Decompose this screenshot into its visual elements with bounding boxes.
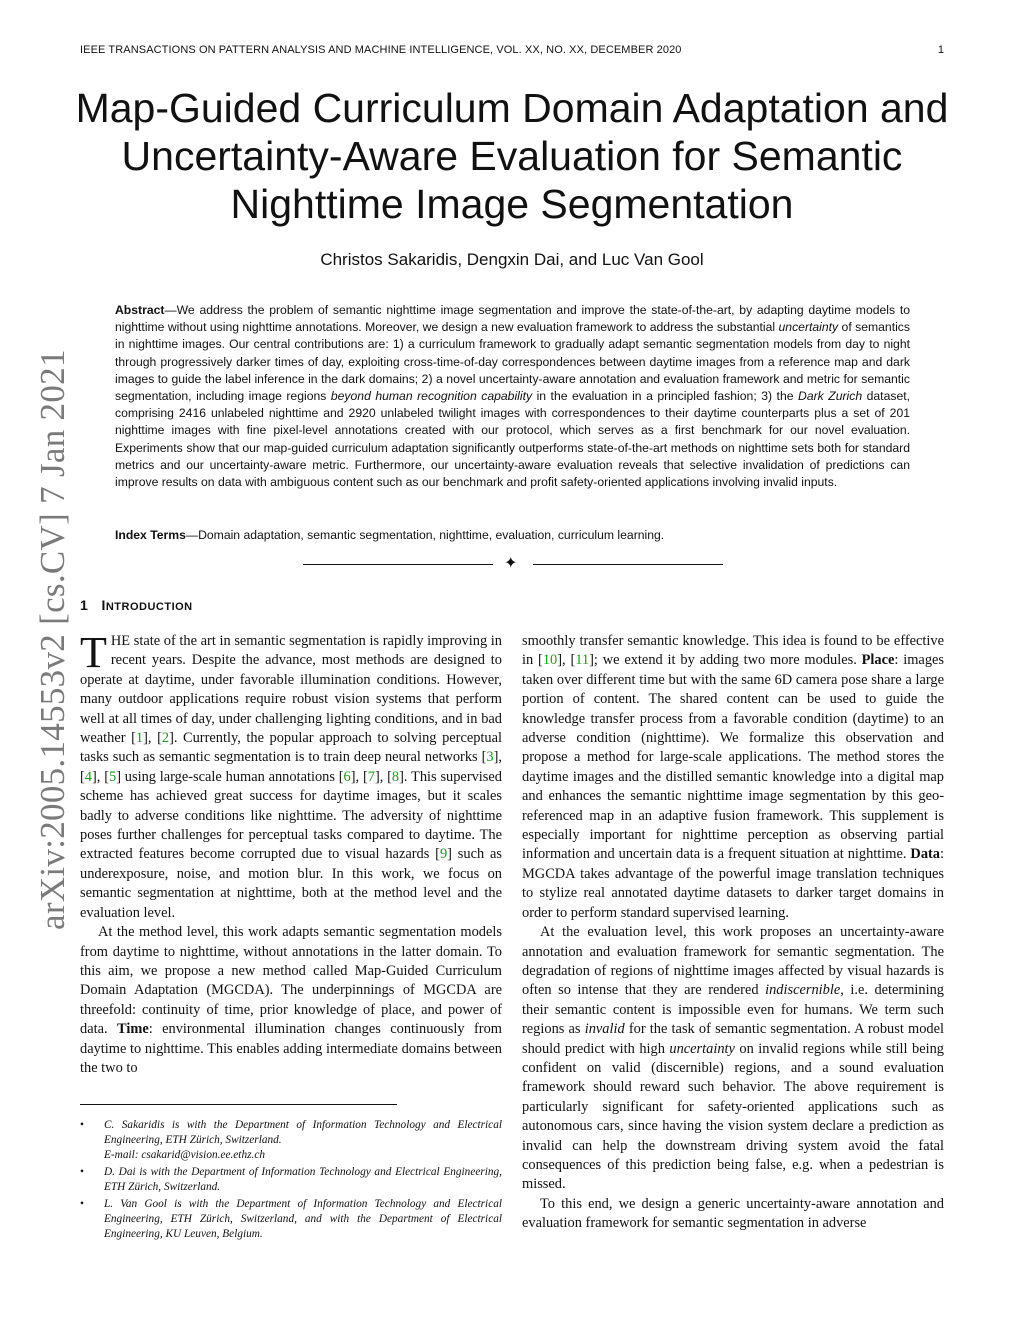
text-run: ], [ — [374, 768, 392, 785]
text-run: At the method level, this work adapts semantic segmentation models from daytime to nighttime, without annotations in the latter domain. To this aim, we propose a new method called Map-Guided Curriculum Domain Adaptation (MGCDA). The underpinnings of MGCDA are threefold: continuity of time, prior knowledge of place, and power of data. — [80, 924, 502, 1038]
text-run: on invalid regions while still being confident on valid (discernible) regions, and a sound evaluation framework should reward such behavior. The above requirement is particularly significant for safety-oriented applications such as autonomous cars, since having the vision system declare a prediction as invalid can help the downstream driving system avoid the fatal consequences of this prediction being false, e.g. when a pedestrian is missed. — [522, 1040, 944, 1193]
left-column — [80, 628, 502, 1078]
text-run: ], [ — [92, 768, 109, 785]
footnote-email: E-mail: csakarid@vision.ee.ethz.ch — [104, 1149, 265, 1161]
text-run: ]; we extend it by adding two more modules. — [589, 652, 862, 669]
index-terms-label: Index Terms — [115, 528, 186, 542]
right-column — [522, 632, 944, 1234]
title-line-2: Uncertainty-Aware Evaluation for Semantic — [121, 133, 903, 179]
citation-link[interactable]: 1 — [135, 730, 144, 747]
citation-link[interactable]: 6 — [343, 768, 351, 785]
paragraph: To this end, we design a generic uncertainty-aware annotation and evaluation framework for semantic segmentation in adverse — [522, 1195, 944, 1232]
text-run: : MGCDA takes advantage of the powerful image translation techniques to stylize real annotated daytime datasets to darker target domains in order to perform standard supervised learning. — [522, 846, 944, 921]
drop-cap: T — [80, 628, 107, 677]
footnote-text: C. Sakaridis is with the Department of Information Technology and Electrical Engineering, ETH Zürich, Switzerland. — [104, 1119, 502, 1146]
bullet-icon: • — [80, 1119, 84, 1131]
citation-link[interactable]: 7 — [367, 768, 375, 785]
text-run: ], [ — [80, 749, 502, 785]
abstract-text: in the evaluation in a principled fashion; 3) the — [532, 389, 799, 404]
paper-title — [60, 84, 964, 228]
citation-link[interactable]: 8 — [391, 768, 400, 785]
bold-term: Time — [117, 1021, 149, 1038]
citation-link[interactable]: 9 — [439, 846, 448, 863]
section-number: 1 — [80, 597, 89, 613]
bullet-icon: • — [80, 1198, 84, 1210]
footnote — [80, 1118, 502, 1163]
text-run: , i.e. determining their semantic content is impossible even for humans. We term such regions as — [522, 982, 944, 1038]
bold-term: Data — [910, 846, 940, 863]
lead-word: HE — [110, 633, 131, 649]
citation-link[interactable]: 3 — [486, 749, 494, 766]
abstract-emph: beyond human recognition capability — [330, 389, 533, 404]
text-run: ]. Currently, the popular approach to solving perceptual tasks such as semantic segmentation is to train deep neural networks [ — [80, 730, 502, 766]
abstract-text: of semantics in nighttime images. Our central contributions are: 1) a curriculum framework to gradually adapt semantic segmentation models from day to night through progressively darker times of day, exploiting cross-time-of-day correspondences between daytime images from a reference map and dark images to guide the label inference in the dark domains; 2) a novel uncertainty-aware annotation and evaluation framework and metric for semantic segmentation, including image regions — [115, 320, 910, 404]
text-run: At the evaluation level, this work proposes an uncertainty-aware annotation and evaluation framework for semantic segmentation. The degradation of regions of nighttime images affected by visual hazards is often so intense that they are rendered — [522, 924, 944, 999]
emph-term: invalid — [584, 1021, 625, 1038]
text-run: ] such as underexposure, noise, and motion blur. In this work, we focus on semantic segmentation at nighttime, both at the method level and the evaluation level. — [80, 846, 502, 921]
title-line-3: Nighttime Image Segmentation — [230, 181, 794, 227]
text-run: ], [ — [143, 730, 162, 747]
section-separator — [303, 554, 723, 574]
text-run: : environmental illumination changes continuously from daytime to nighttime. This enables adding intermediate domains between the two to — [80, 1021, 502, 1076]
abstract-emph: Dark Zurich — [798, 389, 863, 404]
page-number: 1 — [937, 44, 944, 56]
emph-term: uncertainty — [669, 1040, 735, 1057]
abstract-text: dataset, comprising 2416 unlabeled nighttime and 2920 unlabeled twilight images with correspondences to their daytime counterparts plus a set of 201 nighttime images with fine pixel-level annotations created with our protocol, which serves as a first benchmark for our novel evaluation. Experiments show that our map-guided curriculum adaptation significantly outperforms state-of-the-art methods on nighttime sets both for standard metrics and our uncertainty-aware metric. Furthermore, our uncertainty-aware evaluation reveals that selective invalidation of predictions can improve results on data with ambiguous content such as our benchmark and profit safety-oriented applications involving invalid inputs. — [115, 389, 910, 490]
abstract-label: Abstract — [115, 303, 165, 317]
citation-link[interactable]: 5 — [108, 768, 117, 785]
bullet-icon: • — [80, 1166, 84, 1178]
section-heading — [80, 597, 193, 613]
text-run: : images taken over different time but with the same 6D camera pose share a large portion of content. The shared content can be used to guide the knowledge transfer process from a favorable condition (daytime) to an adverse condition (nighttime). We formalize this observation and propose a method for large-scale applications. The method stores the daytime images and the distilled semantic knowledge into a digital map and enhances the semantic nighttime image segmentation by this geo-referenced map in an adaptive fusion framework. This supplement is especially important for nighttime perception as observing partial information and uncertain data is a frequent situation at nighttime. — [522, 652, 945, 863]
section-title-initial: I — [101, 597, 106, 613]
abstract-text: We address the problem of semantic nighttime image segmentation and improve the state-of-the-art, by adapting daytime models to nighttime without using nighttime annotations. Moreover, we design a new evaluation framework to address the substantial — [115, 303, 910, 335]
citation-link[interactable]: 4 — [84, 768, 92, 785]
footnote — [80, 1165, 502, 1195]
emph-term: indiscernible — [765, 982, 841, 999]
footnotes — [80, 1118, 502, 1244]
text-run: ], [ — [557, 652, 576, 669]
text-run: ], [ — [350, 768, 368, 785]
text-run: ] using large-scale human annotations [ — [116, 768, 344, 785]
abstract-dash: — — [164, 303, 177, 317]
paragraph — [80, 923, 502, 1078]
text-run: state of the art in semantic segmentation is rapidly improving in recent years. Despite the advance, most methods are designed to operate at daytime, under favorable illumination conditions. However, many outdoor applications require robust vision systems that perform well at all times of day, under challenging lighting conditions, and in bad weather [ — [80, 633, 502, 747]
text-run: smoothly transfer semantic knowledge. This idea is found to be effective in [ — [522, 633, 944, 669]
running-head: IEEE TRANSACTIONS ON PATTERN ANALYSIS AND MACHINE INTELLIGENCE, VOL. XX, NO. XX, DECEMBER 2020 — [80, 44, 682, 56]
abstract — [115, 302, 910, 491]
abstract-emph: uncertainty — [778, 320, 839, 335]
citation-link[interactable]: 11 — [575, 652, 590, 669]
authors: Christos Sakaridis, Dengxin Dai, and Luc Van Gool — [320, 250, 704, 269]
footnote-text: D. Dai is with the Department of Information Technology and Electrical Engineering, ETH Zürich, Switzerland. — [104, 1166, 502, 1193]
separator-diamond-icon: ✦ — [504, 555, 518, 572]
text-run: ]. This supervised scheme has achieved great success for daytime images, but it scales badly to adverse conditions like nighttime. The adversity of nighttime poses further challenges for perceptual tasks compared to daytime. The extracted features become corrupted due to visual hazards [ — [80, 768, 502, 863]
text-run: for the task of semantic segmentation. A robust model should predict with high — [522, 1021, 944, 1057]
index-terms-dash: — — [185, 528, 199, 542]
paragraph — [522, 923, 944, 1195]
paragraph — [522, 632, 944, 923]
footnote — [80, 1197, 502, 1242]
separator-line-right — [533, 564, 723, 565]
arxiv-stamp: arXiv:2005.14553v2 [cs.CV] 7 Jan 2021 — [33, 349, 72, 930]
section-title-rest: NTRODUCTION — [105, 601, 193, 613]
index-terms-text: Domain adaptation, semantic segmentation, nighttime, evaluation, curriculum learning. — [198, 528, 665, 542]
index-terms — [115, 528, 910, 542]
bold-term: Place — [861, 652, 895, 669]
citation-link[interactable]: 2 — [161, 730, 170, 747]
title-line-1: Map-Guided Curriculum Domain Adaptation and — [75, 85, 949, 131]
footnote-text: L. Van Gool is with the Department of Information Technology and Electrical Engineering, ETH Zürich, Switzerland, and with the Department of Electrical Engineering, KU Leuven, Belgium. — [104, 1198, 502, 1240]
citation-link[interactable]: 10 — [542, 652, 558, 669]
separator-line-left — [303, 564, 493, 565]
footnote-rule — [80, 1104, 397, 1105]
paragraph — [80, 628, 502, 923]
